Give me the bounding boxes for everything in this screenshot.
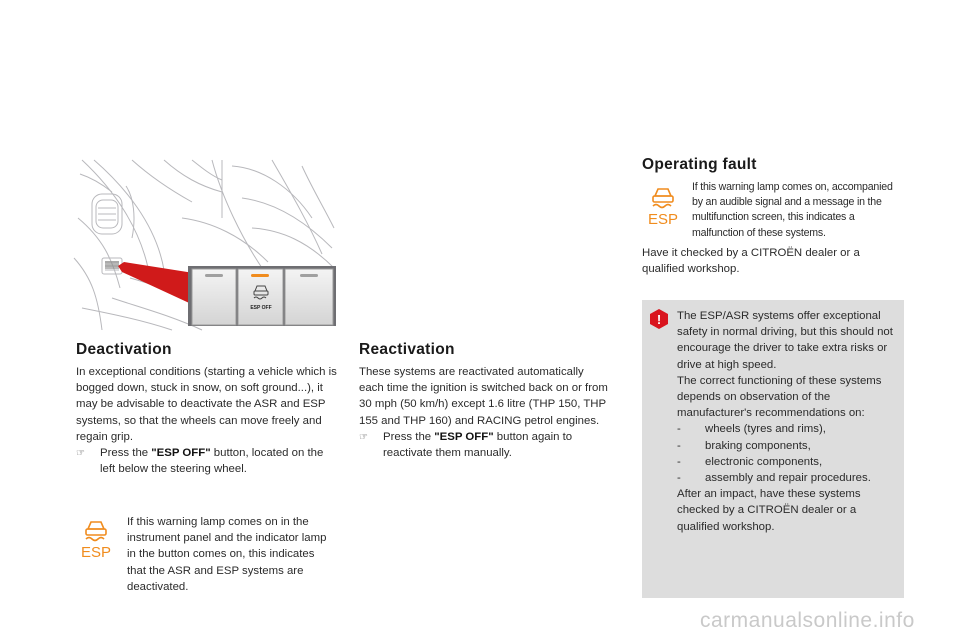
deactivation-lamp-note: If this warning lamp comes on in the instrument panel and the indicator lamp in the button comes on, this indicates that the ASR and ESP systems are deactivated. xyxy=(127,516,327,593)
dashboard-drawing xyxy=(72,158,338,332)
warning-body: The correct functioning of these systems depends on observation of the manufacturer's recommendations on: xyxy=(677,374,882,420)
safety-warning-text xyxy=(677,308,899,535)
safety-warning-box xyxy=(642,300,904,598)
reactivation-paragraph: These systems are reactivated automatically each time the ignition is switched back on or from 30 mph (50 km/h) except 1.6 litre (THP 150, THP 155 and THP 160) and RACING petrol engines. xyxy=(359,366,608,427)
step-suffix: button, located on the left below the steering wheel. xyxy=(100,447,324,476)
dashboard-illustration xyxy=(72,158,338,332)
reactivation-step xyxy=(359,429,609,461)
operating-fault-advice: Have it checked by a CITROËN dealer or a qualified workshop. xyxy=(642,247,860,276)
reactivation-title: Reactivation xyxy=(359,341,455,358)
esp-lamp-label: ESP xyxy=(80,544,112,559)
reactivation-body xyxy=(359,364,609,461)
list-item: - braking components, xyxy=(677,439,811,452)
list-item: - assembly and repair procedures. xyxy=(677,472,871,485)
pointer-arrow xyxy=(118,262,200,308)
warning-intro: The ESP/ASR systems offer exceptional safety in normal driving, but this should not encourage the driver to take extra risks or drive at high speed. xyxy=(677,310,893,371)
button-panel-zoom xyxy=(188,266,336,326)
small-button-highlight xyxy=(105,261,119,269)
warning-icon-glyph: ! xyxy=(656,312,662,327)
deactivation-title: Deactivation xyxy=(76,341,172,358)
hand-pointer-icon: ☞ xyxy=(359,431,368,443)
warning-icon xyxy=(648,308,670,330)
list-item: - electronic components, xyxy=(677,455,823,468)
esp-off-keyword: "ESP OFF" xyxy=(434,430,494,443)
operating-fault-lamp-note: If this warning lamp comes on, accompanied by an audible signal and a message in the multifunction screen, this indicates a malfunction of these systems. xyxy=(692,181,893,239)
esp-off-button-label: ESP OFF xyxy=(250,305,272,311)
deactivation-body xyxy=(76,364,341,477)
list-item: - wheels (tyres and rims), xyxy=(677,423,826,436)
esp-fault-lamp-label: ESP xyxy=(647,211,679,226)
operating-fault-title: Operating fault xyxy=(642,156,757,173)
deactivation-paragraph: In exceptional conditions (starting a vehicle which is bogged down, stuck in snow, on soft ground...), it may be advisable to deactivate the ASR and ESP systems, so that the wheels can move freely and regain grip. xyxy=(76,366,337,443)
esp-fault-lamp-icon xyxy=(646,180,680,226)
watermark: carmanualsonline.info xyxy=(700,609,915,632)
step-suffix: button again to reactivate them manually. xyxy=(383,430,573,460)
step-prefix: Press the xyxy=(100,447,152,460)
deactivation-step xyxy=(76,445,341,477)
warning-closing: After an impact, have these systems checked by a CITROËN dealer or a qualified workshop. xyxy=(677,488,861,533)
step-prefix: Press the xyxy=(383,430,435,443)
esp-off-keyword: "ESP OFF" xyxy=(151,447,211,460)
esp-warning-lamp-icon xyxy=(80,513,112,559)
hand-pointer-icon: ☞ xyxy=(76,448,85,460)
